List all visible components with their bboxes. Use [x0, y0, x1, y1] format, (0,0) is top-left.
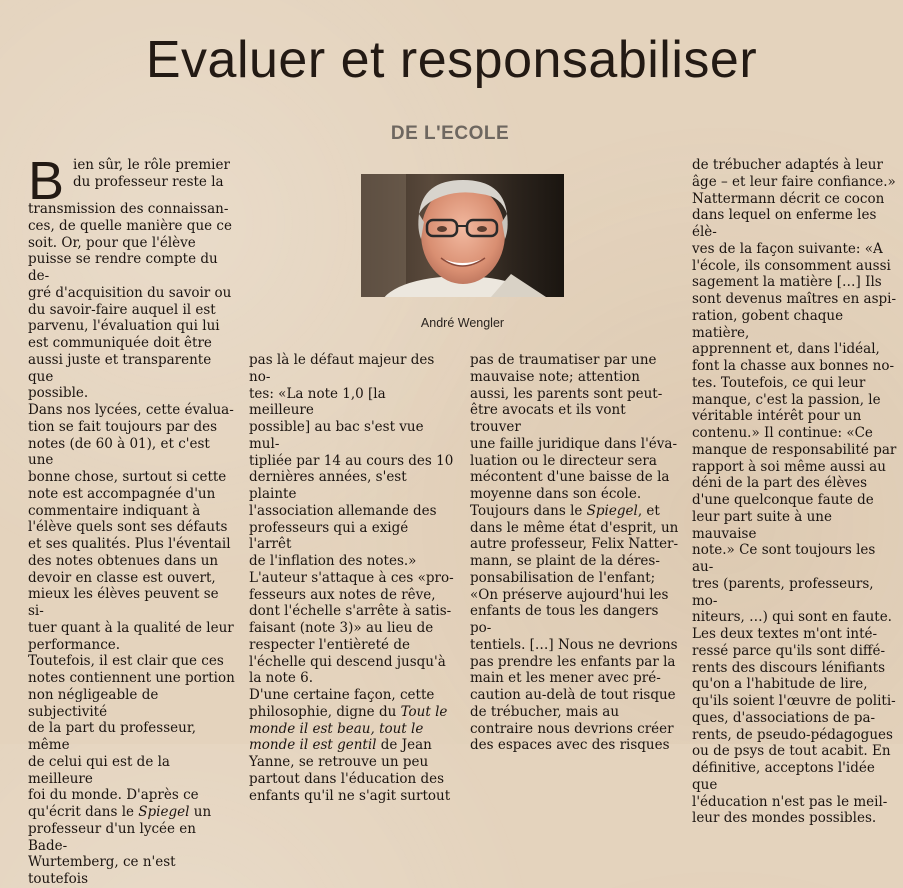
text-line: luation ou le directeur sera [470, 452, 657, 469]
photo-caption: André Wengler [420, 316, 505, 330]
text-line: manque de responsabilité par [692, 441, 897, 458]
text-fragment: , et [637, 502, 660, 519]
drop-cap: B [28, 151, 65, 211]
text-line: L'auteur s'attaque à ces «pro- [249, 569, 454, 586]
article-title: Evaluer et responsabiliser [145, 31, 758, 89]
text-line: dans lequel on enferme les élè- [692, 207, 877, 240]
spiegel-italic: Spiegel [138, 804, 190, 820]
text-line: rents, de pseudo-pédagogues [692, 726, 893, 743]
text-line: foi du monde. D'après ce [28, 787, 199, 804]
article-column-1 [28, 151, 238, 888]
text-line [249, 737, 454, 754]
text-line: puisse se rendre compte du de- [28, 251, 218, 284]
text-line: niteurs, …) qui sont en faute. [692, 609, 892, 626]
portrait-illustration [361, 174, 564, 297]
text-line: dans le même état d'esprit, un [470, 519, 679, 536]
text-line: pas prendre les enfants par la [470, 653, 676, 670]
text-line: mieux les élèves peuvent se si- [28, 586, 219, 619]
text-line: tipliée par 14 au cours des 10 [249, 452, 454, 469]
text-line: autre professeur, Felix Natter- [470, 536, 679, 553]
text-line: définitive, acceptons l'idée que [692, 760, 875, 793]
article-column-2 [249, 352, 454, 804]
text-line: des notes obtenues dans un [28, 552, 219, 569]
text-line [28, 804, 238, 821]
text-line: de trébucher adaptés à leur [692, 157, 883, 173]
text-line: devoir en classe est ouvert, [28, 569, 216, 586]
text-line: d'une quelconque faute de [692, 492, 874, 508]
text-line: aussi juste et transparente que [28, 351, 212, 385]
text-line: ces, de quelle manière que ce [28, 217, 232, 234]
text-line: rents des discours lénifiants [692, 659, 885, 676]
quote-italic: Tout le [400, 703, 448, 720]
text-line: transmission des connaissan- [28, 201, 229, 217]
text-line: note.» Ce sont toujours les au- [692, 542, 876, 575]
text-line: gré d'acquisition du savoir ou [28, 284, 232, 301]
section-kicker: DE L'ECOLE [390, 123, 510, 144]
text-line: note est accompagnée d'un [28, 485, 216, 502]
text-fragment: qu'écrit dans le [28, 804, 139, 820]
text-line: D'une certaine façon, cette [249, 687, 435, 703]
text-line: Yanne, se retrouve un peu [249, 754, 429, 770]
text-line: de la part du professeur, même [28, 720, 197, 753]
author-photo [361, 174, 564, 297]
quote-italic: monde il est gentil [249, 737, 377, 754]
text-line: l'éducation n'est pas le meil- [692, 793, 888, 810]
text-line: manque, c'est la passion, le [692, 391, 881, 408]
text-line: du savoir-faire auquel il est [28, 301, 216, 318]
text-line: Les deux textes m'ont inté- [692, 626, 878, 642]
text-line: tes. Toutefois, ce qui leur [692, 374, 866, 391]
text-line: qu'on a l'habitude de lire, [692, 676, 868, 693]
text-line: leur part suite à une mauvaise [692, 508, 832, 542]
text-fragment: un [189, 804, 212, 820]
text-line: tentiels. […] Nous ne devrions [470, 636, 678, 653]
text-line: «On préserve aujourd'hui les [470, 586, 669, 603]
text-line: tuer quant à la qualité de leur [28, 619, 234, 636]
text-line: tres (parents, professeurs, mo- [692, 575, 874, 609]
text-line: dernières années, s'est plainte [249, 469, 407, 502]
text-line: la note 6. [249, 670, 314, 687]
text-line: tion se fait toujours par des [28, 418, 218, 435]
text-line: main et les mener avec pré- [470, 670, 661, 687]
text-fragment: de Jean [376, 737, 432, 754]
text-line: apprennent et, dans l'idéal, [692, 341, 880, 358]
text-line: véritable intérêt pour un [692, 408, 862, 425]
spiegel-italic: Spiegel [586, 502, 638, 519]
text-line: ou de psys de tout acabit. En [692, 743, 891, 760]
article-column-3 [470, 352, 680, 754]
text-line: de trébucher, mais au [470, 703, 620, 720]
text-line: mauvaise note; attention [470, 368, 640, 385]
text-line: l'association allemande des [249, 502, 437, 519]
text-line: contenu.» Il continue: «Ce [692, 425, 873, 441]
text-line: ponsabilisation de l'enfant; [470, 569, 656, 586]
text-line: partout dans l'éducation des [249, 770, 445, 787]
text-line: ien sûr, le rôle premier [73, 157, 230, 173]
text-line: enfants qu'il ne s'agit surtout [249, 787, 451, 804]
text-line: professeurs qui a exigé l'arrêt [249, 519, 409, 553]
text-line: professeur d'un lycée en Bade- [28, 820, 196, 854]
text-line: contraire nous devrions créer [470, 720, 674, 737]
text-line: caution au-delà de tout risque [470, 687, 676, 703]
article-column-4 [692, 157, 897, 827]
text-line: être avocats et ils vont trouver [470, 402, 626, 435]
text-line: l'école, ils consomment aussi [692, 257, 891, 274]
text-fragment: Toujours dans le [470, 502, 587, 519]
text-line: du professeur reste la [73, 173, 224, 190]
text-line: soit. Or, pour que l'élève [28, 234, 196, 251]
text-line: dont l'échelle s'arrête à satis- [249, 603, 452, 620]
text-line: l'échelle qui descend jusqu'à [249, 653, 446, 670]
text-line: respecter l'entièreté de [249, 636, 410, 653]
text-line: notes contiennent une portion [28, 670, 235, 686]
text-line: pas là le défaut majeur des no- [249, 352, 435, 385]
text-line: bonne chose, surtout si cette [28, 469, 227, 485]
text-line: qu'ils soient l'œuvre de politi- [692, 693, 896, 709]
text-line: des espaces avec des risques [470, 737, 670, 754]
text-line: Wurtemberg, ce n'est toutefois [28, 854, 176, 887]
text-line: Dans nos lycées, cette évalua- [28, 402, 234, 418]
text-line: leur des mondes possibles. [692, 810, 877, 827]
text-line: mann, se plaint de la déres- [470, 553, 660, 569]
text-line: enfants de tous les dangers po- [470, 603, 659, 636]
text-line: faisant (note 3)» au lieu de [249, 620, 434, 636]
text-line: commentaire indiquant à [28, 502, 201, 519]
text-line: ressé parce qu'ils sont diffé- [692, 642, 886, 659]
text-line: tes: «La note 1,0 [la meilleure [249, 385, 386, 419]
text-line: parvenu, l'évaluation qui lui [28, 318, 220, 335]
text-line: une faille juridique dans l'éva- [470, 435, 678, 452]
text-fragment: philosophie, digne du [249, 703, 401, 720]
text-line: de l'inflation des notes.» [249, 553, 417, 569]
text-line [470, 503, 680, 520]
text-line: rapport à soi même aussi au [692, 458, 886, 475]
text-line: non négligeable de subjectivité [28, 686, 159, 720]
text-line: Nattermann décrit ce cocon [692, 190, 885, 207]
text-line: ration, gobent chaque matière, [692, 307, 844, 341]
text-line: monde il est beau, tout le [249, 720, 424, 737]
text-line: déni de la part des élèves [692, 475, 868, 492]
text-line: fesseurs aux notes de rêve, [249, 586, 436, 603]
text-line: mécontent d'une baisse de la [470, 469, 670, 486]
text-line: aussi, les parents sont peut- [470, 385, 663, 402]
text-line: possible. [28, 385, 89, 402]
text-line: notes (de 60 à 01), et c'est une [28, 435, 210, 469]
text-line: performance. [28, 636, 121, 653]
text-line: de celui qui est de la meilleure [28, 753, 170, 787]
text-line: sagement la matière […] Ils [692, 274, 882, 291]
text-line: et ses qualités. Plus l'éventail [28, 536, 231, 552]
text-line: ques, d'associations de pa- [692, 709, 876, 726]
text-line: sont devenus maîtres en aspi- [692, 291, 897, 307]
text-line: Toutefois, il est clair que ces [28, 653, 224, 670]
text-line: ves de la façon suivante: «A [692, 240, 883, 257]
text-line: moyenne dans son école. [470, 486, 642, 502]
text-line: l'élève quels sont ses défauts [28, 519, 228, 536]
text-line: âge – et leur faire confiance.» [692, 173, 896, 190]
text-line: pas de traumatiser par une [470, 352, 657, 368]
text-line [249, 704, 454, 721]
text-line: font la chasse aux bonnes no- [692, 358, 895, 374]
text-line: possible] au bac s'est vue mul- [249, 419, 424, 452]
text-line: est communiquée doit être [28, 335, 212, 351]
